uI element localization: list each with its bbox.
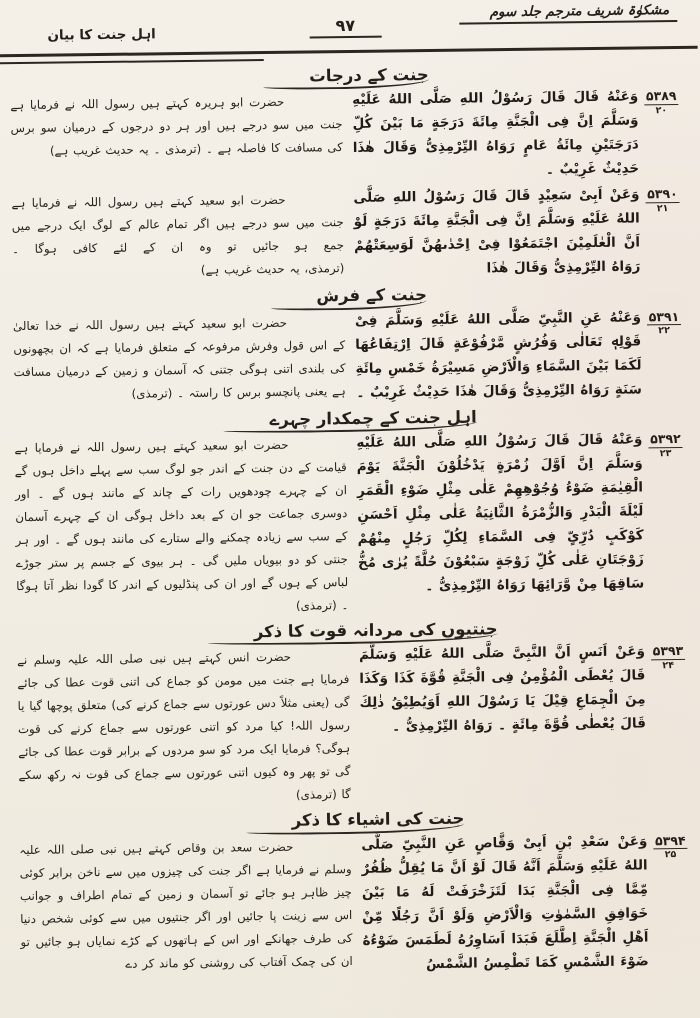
section-heading: جنت کے درجات: [8, 61, 684, 92]
page-header: [7, 2, 684, 66]
hadith-block: [17, 828, 695, 980]
urdu-translation: حضرت ابو سعید کہتے ہیں رسول اللہ نے خدا تعالیٰ کے اس قول وفرش مرفوعہ کے متعلق فرمایا ہے کہ ان بچھونوں کی بلندی اتنی ہوگی جتنی کہ آسمان و زمین کے درمیان مسافت ہے یعنی پانچسو برس کا راستہ ۔ (ترمذی): [12, 315, 346, 401]
hadith-number: [645, 640, 691, 672]
urdu-translation: حضرت ابو سعید کہتے ہیں رسول اللہ نے فرمایا ہے جنت میں سو درجے ہیں اگر تمام عالم کے لوگ ایک درجے میں جمع ہو جائیں تو وہ ان کے لئے کافی ہوگا ۔ (ترمذی، یہ حدیث غریب ہے): [11, 193, 345, 278]
hadith-number: [641, 306, 687, 338]
hadith-number-main: ۵۳۹۲: [648, 431, 683, 448]
hadith-number-sub: ۲۲: [658, 325, 670, 337]
hadith-block: [8, 84, 685, 188]
source-citation: (ترمذی): [131, 385, 173, 401]
hadith-block: [11, 305, 688, 409]
hadith-block: [15, 639, 693, 810]
urdu-translation: حضرت سعد بن وقاص کہتے ہیں نبی صلی اللہ علیہ وسلم نے فرمایا ہے اگر جنت کی چیزوں میں سے ناخن برابر کوئی چیز ظاہر ہو جائے تو آسمان و زمین کے تمام اطراف و جوانب اس سے زینت پا جائیں اور اگر جنتیوں میں سے کوئی شخص دنیا کی طرف جھانکے اور اس کے ہاتھوں کے کڑے نمایاں ہو جائیں تو ان کی چمک آفتاب کی روشنی کو ماند کر دے: [19, 839, 353, 971]
urdu-translation: حضرت ابو ہریرہ کہتے ہیں رسول اللہ نے فرمایا ہے جنت میں سو درجے ہیں اور ہر دو درجوں کے درمیان سو برس کی مسافت کا فاصلہ ہے ۔ (ترمذی ۔ یہ حدیث غریب ہے): [10, 95, 343, 158]
header-rule-secondary: [0, 59, 264, 64]
hadith-number-main: ۵۳۹۳: [651, 643, 686, 660]
hadith-number-sub: ۲۱: [656, 203, 669, 215]
section-heading: جنتیوں کی مردانہ قوت کا ذکر: [15, 616, 691, 647]
hadith-number: [639, 183, 685, 215]
section-farsh: [11, 281, 688, 409]
section-heading: اہل جنت کے چمکدار چہرے: [12, 404, 688, 435]
source-citation: (ترمذی ۔ یہ حدیث غریب ہے): [49, 142, 202, 158]
arabic-text: وَعَنْ اَبِىْ سَعِيْدٍ قَالَ قَالَ رَسُوْلُ اللهِ صَلَّى اللهُ عَلَيْهِ وَسَلَّمَ اِنَّ فِى الْجَنَّةِ مِائَةَ دَرَجَةٍ لَوْ اَنَّ الْعٰلَمِيْنَ اجْتَمَعُوْا فِىْ اِحْدٰىهُنَّ لَوَسِعَتْهُمْ رَوَاهُ التِّرْمِذِىُّ وَقَالَ هٰذَا: [353, 186, 641, 277]
page-number: ٩٧: [309, 16, 381, 39]
section-mardana-quwwat: [15, 616, 693, 811]
hadith-block: [12, 427, 690, 621]
hadith-number: [647, 829, 693, 861]
source-citation: (ترمذی): [295, 787, 337, 802]
hadith-number-main: ۵۳۹۱: [647, 309, 682, 326]
section-ashya-e-jannat: [17, 805, 695, 981]
hadith-number-main: ۵۳۹۰: [645, 186, 680, 203]
urdu-translation: حضرت انس کہتے ہیں نبی صلی اللہ علیہ وسلم نے فرمایا ہے جنت میں مومن کو جماع کی اتنی قوت عطا کی جائے گی (یعنی مثلاً دس عورتوں سے جماع کرنے کی) متعلق پوچھا گیا یا رسول اللہ! کیا مرد کو اتنی عورتوں سے جماع کرنے کی قوت ہوگی؟ فرمایا ایک مرد کو سو مردوں کے برابر قوت عطا کی جائے گی تو پھر وہ کیوں اتنی عورتوں سے جماع کی قوت نہ رکھ سکے گا (ترمذی): [16, 649, 351, 802]
chapter-title: اہل جنت کا بیان: [47, 26, 156, 44]
section-darajat: [8, 61, 687, 287]
book-title: مشکوٰۃ شریف مترجم جلد سوم: [460, 2, 678, 25]
header-rule: [0, 46, 698, 58]
hadith-number-main: ۵۳۹۴: [653, 832, 688, 849]
urdu-translation: حضرت ابو سعید کہتے ہیں رسول اللہ نے فرمایا ہے قیامت کے دن جنت کے اندر جو لوگ سب سے پہلے داخل ہوں گے ان کے چہرے چودھویں رات کے چاند کے مانند ہوں گے ۔ اور دوسری جماعت جو ان کے بعد داخل ہوگی ان کے چہرے آسمان کے سب سے زیادہ چمکنے والے ستارے کی مانند ہوں گے ۔ اور ہر جنتی کو دو بیویاں ملیں گی ۔ ہر بیوی کے جسم پر ستر جوڑے لباس کے ہوں گے اور ان کی پنڈلیوں کے اندر کا گودا نظر آتا ہوگا ۔ (ترمذی): [14, 437, 349, 613]
arabic-text: وَعَنْ اَنَسٍ اَنَّ النَّبِىَّ صَلَّى اللهُ عَلَيْهِ وَسَلَّمَ قَالَ يُعْطَى الْمُؤْمِنُ فِى الْجَنَّةِ قُوَّةَ كَذَا وَكَذَا مِنَ الْجِمَاعِ قِيْلَ يَا رَسُوْلَ اللهِ اَوَيُطِيْقُ ذٰلِكَ قَالَ يُعْطٰى قُوَّةَ مِائَةٍ ۔ رَوَاهُ التِّرْمِذِىُّ ۔: [358, 643, 646, 735]
section-chamakdar-chehre: [12, 404, 691, 622]
section-heading: جنت کی اشیاء کا ذکر: [17, 805, 693, 836]
source-citation: (ترمذی): [295, 598, 337, 613]
hadith-number-sub: ۲۳: [659, 447, 672, 459]
arabic-text: وَعَنْهُ عَنِ النَّبِىِّ صَلَّى اللهُ عَلَيْهِ وَسَلَّمَ فِىْ قَوْلِهٖ تَعَالٰى وَفُرُشٍ مَّرْفُوْعَةٍ قَالَ اِرْتِفَاعُهَا لَكَمَا بَيْنَ السَّمَاءِ وَالْاَرْضِ مَسِيْرَةُ خَمْسِ مِائَةِ سَنَةٍ رَوَاهُ التِّرْمِذِىُّ وَقَالَ هٰذَا حَدِيْثٌ غَرِيْبٌ ۔: [354, 309, 642, 401]
hadith-number-sub: ۲۵: [664, 849, 677, 861]
hadith-number-sub: ۲۰: [655, 104, 668, 117]
hadith-number: [638, 85, 684, 117]
section-heading: جنت کے فرش: [11, 281, 687, 312]
arabic-text: وَعَنْهُ قَالَ قَالَ رَسُوْلُ اللهِ صَلَّى اللهُ عَلَيْهِ وَسَلَّمَ اِنَّ اَوَّلَ زُمْرَةٍ يَدْخُلُوْنَ الْجَنَّةَ يَوْمَ الْقِيٰمَةِ ضَوْءُ وُجُوْهِهِمْ عَلٰى مِثْلِ ضَوْءِ الْقَمَرِ لَيْلَةَ الْبَدْرِ وَالزُّمْرَةُ الثَّانِيَةُ عَلٰى مِثْلِ اَحْسَنِ كَوْكَبٍ دُرِّىٍّ فِى السَّمَاءِ لِكُلِّ رَجُلٍ مِنْهُمْ زَوْجَتَانِ عَلٰى كُلِّ زَوْجَةٍ سَبْعُوْنَ حُلَّةً يُرٰى مُخُّ سَاقِهَا مِنْ وَّرَائِهَا رَوَاهُ التِّرْمِذِىُّ ۔: [356, 431, 645, 595]
hadith-number-sub: ۲۴: [662, 659, 675, 672]
source-citation: (ترمذی، یہ حدیث غریب ہے): [200, 261, 345, 278]
hadith-number-main: ۵۳۸۹: [644, 88, 679, 105]
hadith-block: [9, 182, 686, 286]
arabic-text: وَعَنْ سَعْدِ بْنِ اَبِىْ وَقَّاصٍ عَنِ النَّبِىِّ صَلَّى اللهُ عَلَيْهِ وَسَلَّمَ اَنَّهُ قَالَ لَوْ اَنَّ مَا يُقِلُّ ظُفُرٌ مِّمَّا فِى الْجَنَّةِ بَدَا لَتَزَخْرَفَتْ لَهُ مَا بَيْنَ خَوَافِقِ السَّمٰوٰتِ وَالْاَرْضِ وَلَوْ اَنَّ رَجُلًا مِّنْ اَهْلِ الْجَنَّةِ اِطَّلَعَ فَبَدَا اَسَاوِرُهُ لَطَمَسَ ضَوْءُهُ ضَوْءَ الشَّمْسِ كَمَا تَطْمِسُ الشَّمْسُ: [361, 832, 649, 972]
hadith-number: [642, 428, 688, 460]
arabic-text: وَعَنْهُ قَالَ قَالَ رَسُوْلُ اللهِ صَلَّى اللهُ عَلَيْهِ وَسَلَّمَ اِنَّ فِى الْجَنَّةِ مِائَةَ دَرَجَةٍ مَا بَيْنَ كُلِّ دَرَجَتَيْنِ مِائَةُ عَامٍ رَوَاهُ التِّرْمِذِىُّ وَقَالَ هٰذَا حَدِيْثٌ غَرِيْبٌ ۔: [352, 88, 640, 178]
